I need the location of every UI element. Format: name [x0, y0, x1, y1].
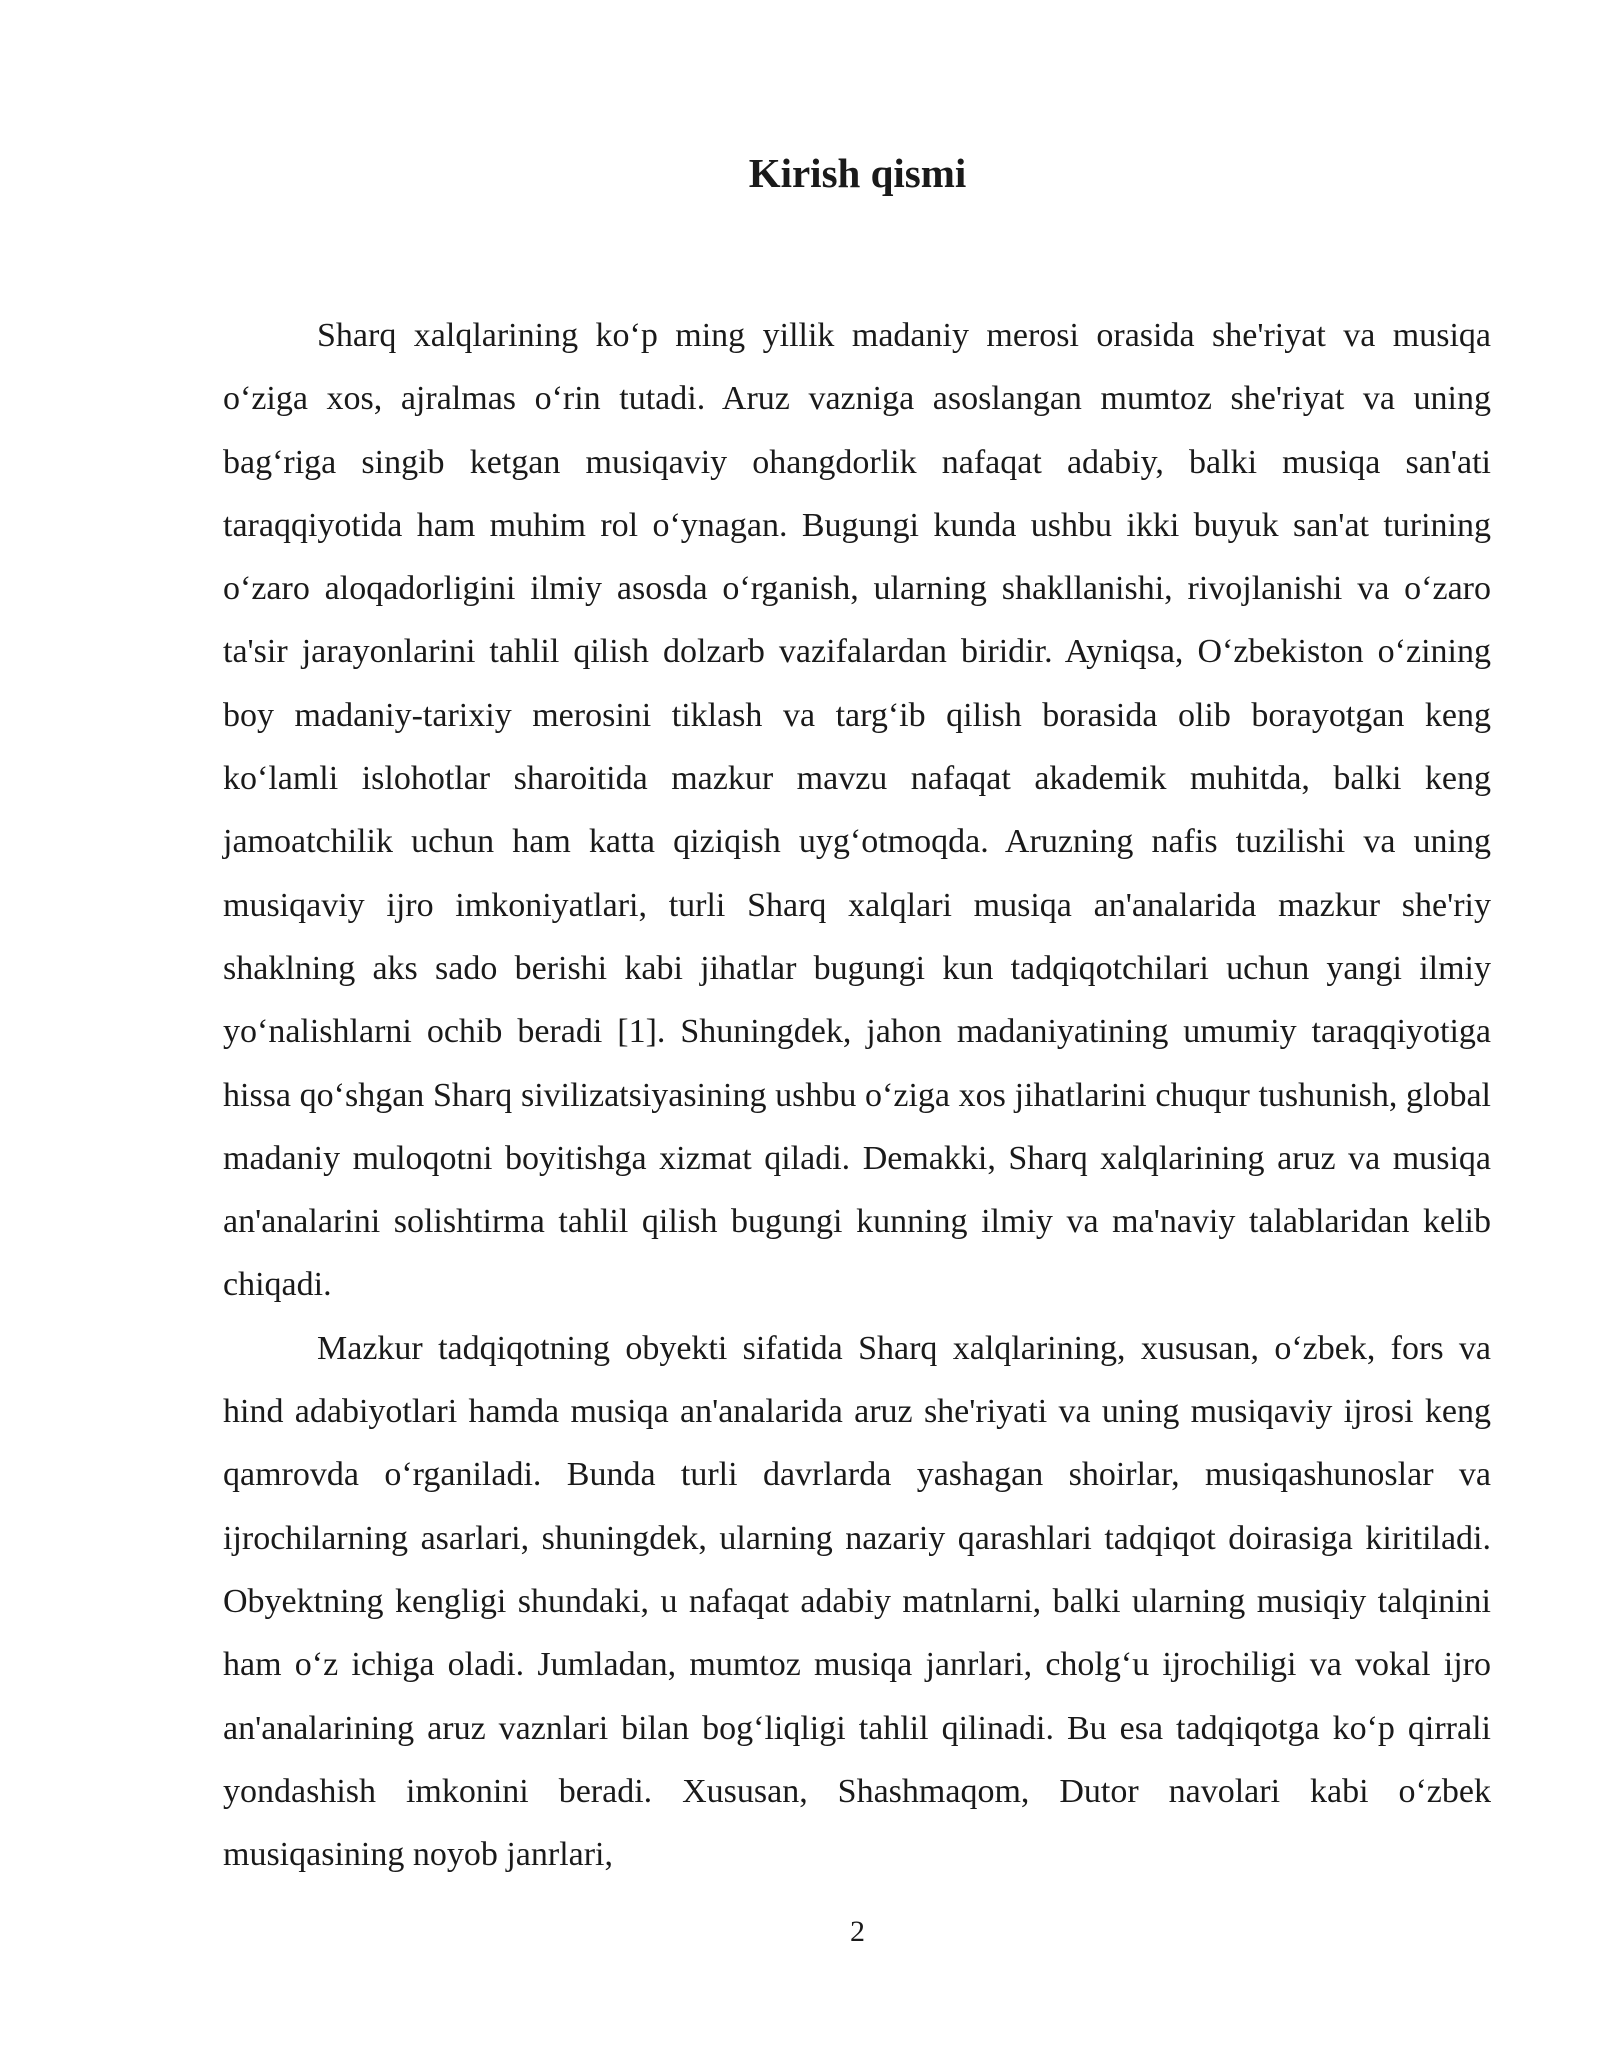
paragraph-2: Mazkur tadqiqotning obyekti sifatida Sharq xalqlarining, xususan, o‘zbek, fors va hind adabiyotlari hamda musiqa an'analarida aruz she'riyati va uning musiqaviy ijrosi keng qamrovda o‘rganiladi. Bunda turli davrlarda yashagan shoirlar, musiqashunoslar va ijrochilarning asarlari, shuningdek, ularning nazariy qarashlari tadqiqot doirasiga kiritiladi. Obyektning kengligi shundaki, u nafaqat adabiy matnlarni, balki ularning musiqiy talqinini ham o‘z ichiga oladi. Jumladan, mumtoz musiqa janrlari, cholg‘u ijrochiligi va vokal ijro an'analarining aruz vaznlari bilan bog‘liqligi tahlil qilinadi. Bu esa tadqiqotga ko‘p qirrali yondashish imkonini beradi. Xususan, Shashmaqom, Dutor navolari kabi o‘zbek musiqasining noyob janrlari,	[223, 1329, 1491, 1874]
page-number: 2	[850, 1915, 865, 1948]
paragraph-1: Sharq xalqlarining ko‘p ming yillik madaniy merosi orasida she'riyat va musiqa o‘ziga xos, ajralmas o‘rin tutadi. Aruz vazniga asoslangan mumtoz she'riyat va uning bag‘riga singib ketgan musiqaviy ohangdorlik nafaqat adabiy, balki musiqa san'ati taraqqiyotida ham muhim rol o‘ynagan. Bugungi kunda ushbu ikki buyuk san'at turining o‘zaro aloqadorligini ilmiy asosda o‘rganish, ularning shakllanishi, rivojlanishi va o‘zaro ta'sir jarayonlarini tahlil qilish dolzarb vazifalardan biridir. Ayniqsa, O‘zbekiston o‘zining boy madaniy-tarixiy merosini tiklash va targ‘ib qilish borasida olib borayotgan keng ko‘lamli islohotlar sharoitida mazkur mavzu nafaqat akademik muhitda, balki keng jamoatchilik uchun ham katta qiziqish uyg‘otmoqda. Aruzning nafis tuzilishi va uning musiqaviy ijro imkoniyatlari, turli Sharq xalqlari musiqa an'analarida mazkur she'riy shaklning aks sado berishi kabi jihatlar bugungi kun tadqiqotchilari uchun yangi ilmiy yo‘nalishlarni ochib beradi [1]. Shuningdek, jahon madaniyatining umumiy taraqqiyotiga hissa qo‘shgan Sharq sivilizatsiyasining ushbu o‘ziga xos jihatlarini chuqur tushunish, global madaniy muloqotni boyitishga xizmat qiladi. Demakki, Sharq xalqlarining aruz va musiqa an'analarini solishtirma tahlil qilish bugungi kunning ilmiy va ma'naviy talablaridan kelib chiqadi.	[223, 317, 1491, 1304]
document-body	[223, 304, 1491, 1886]
page-title: Kirish qismi	[748, 150, 967, 196]
